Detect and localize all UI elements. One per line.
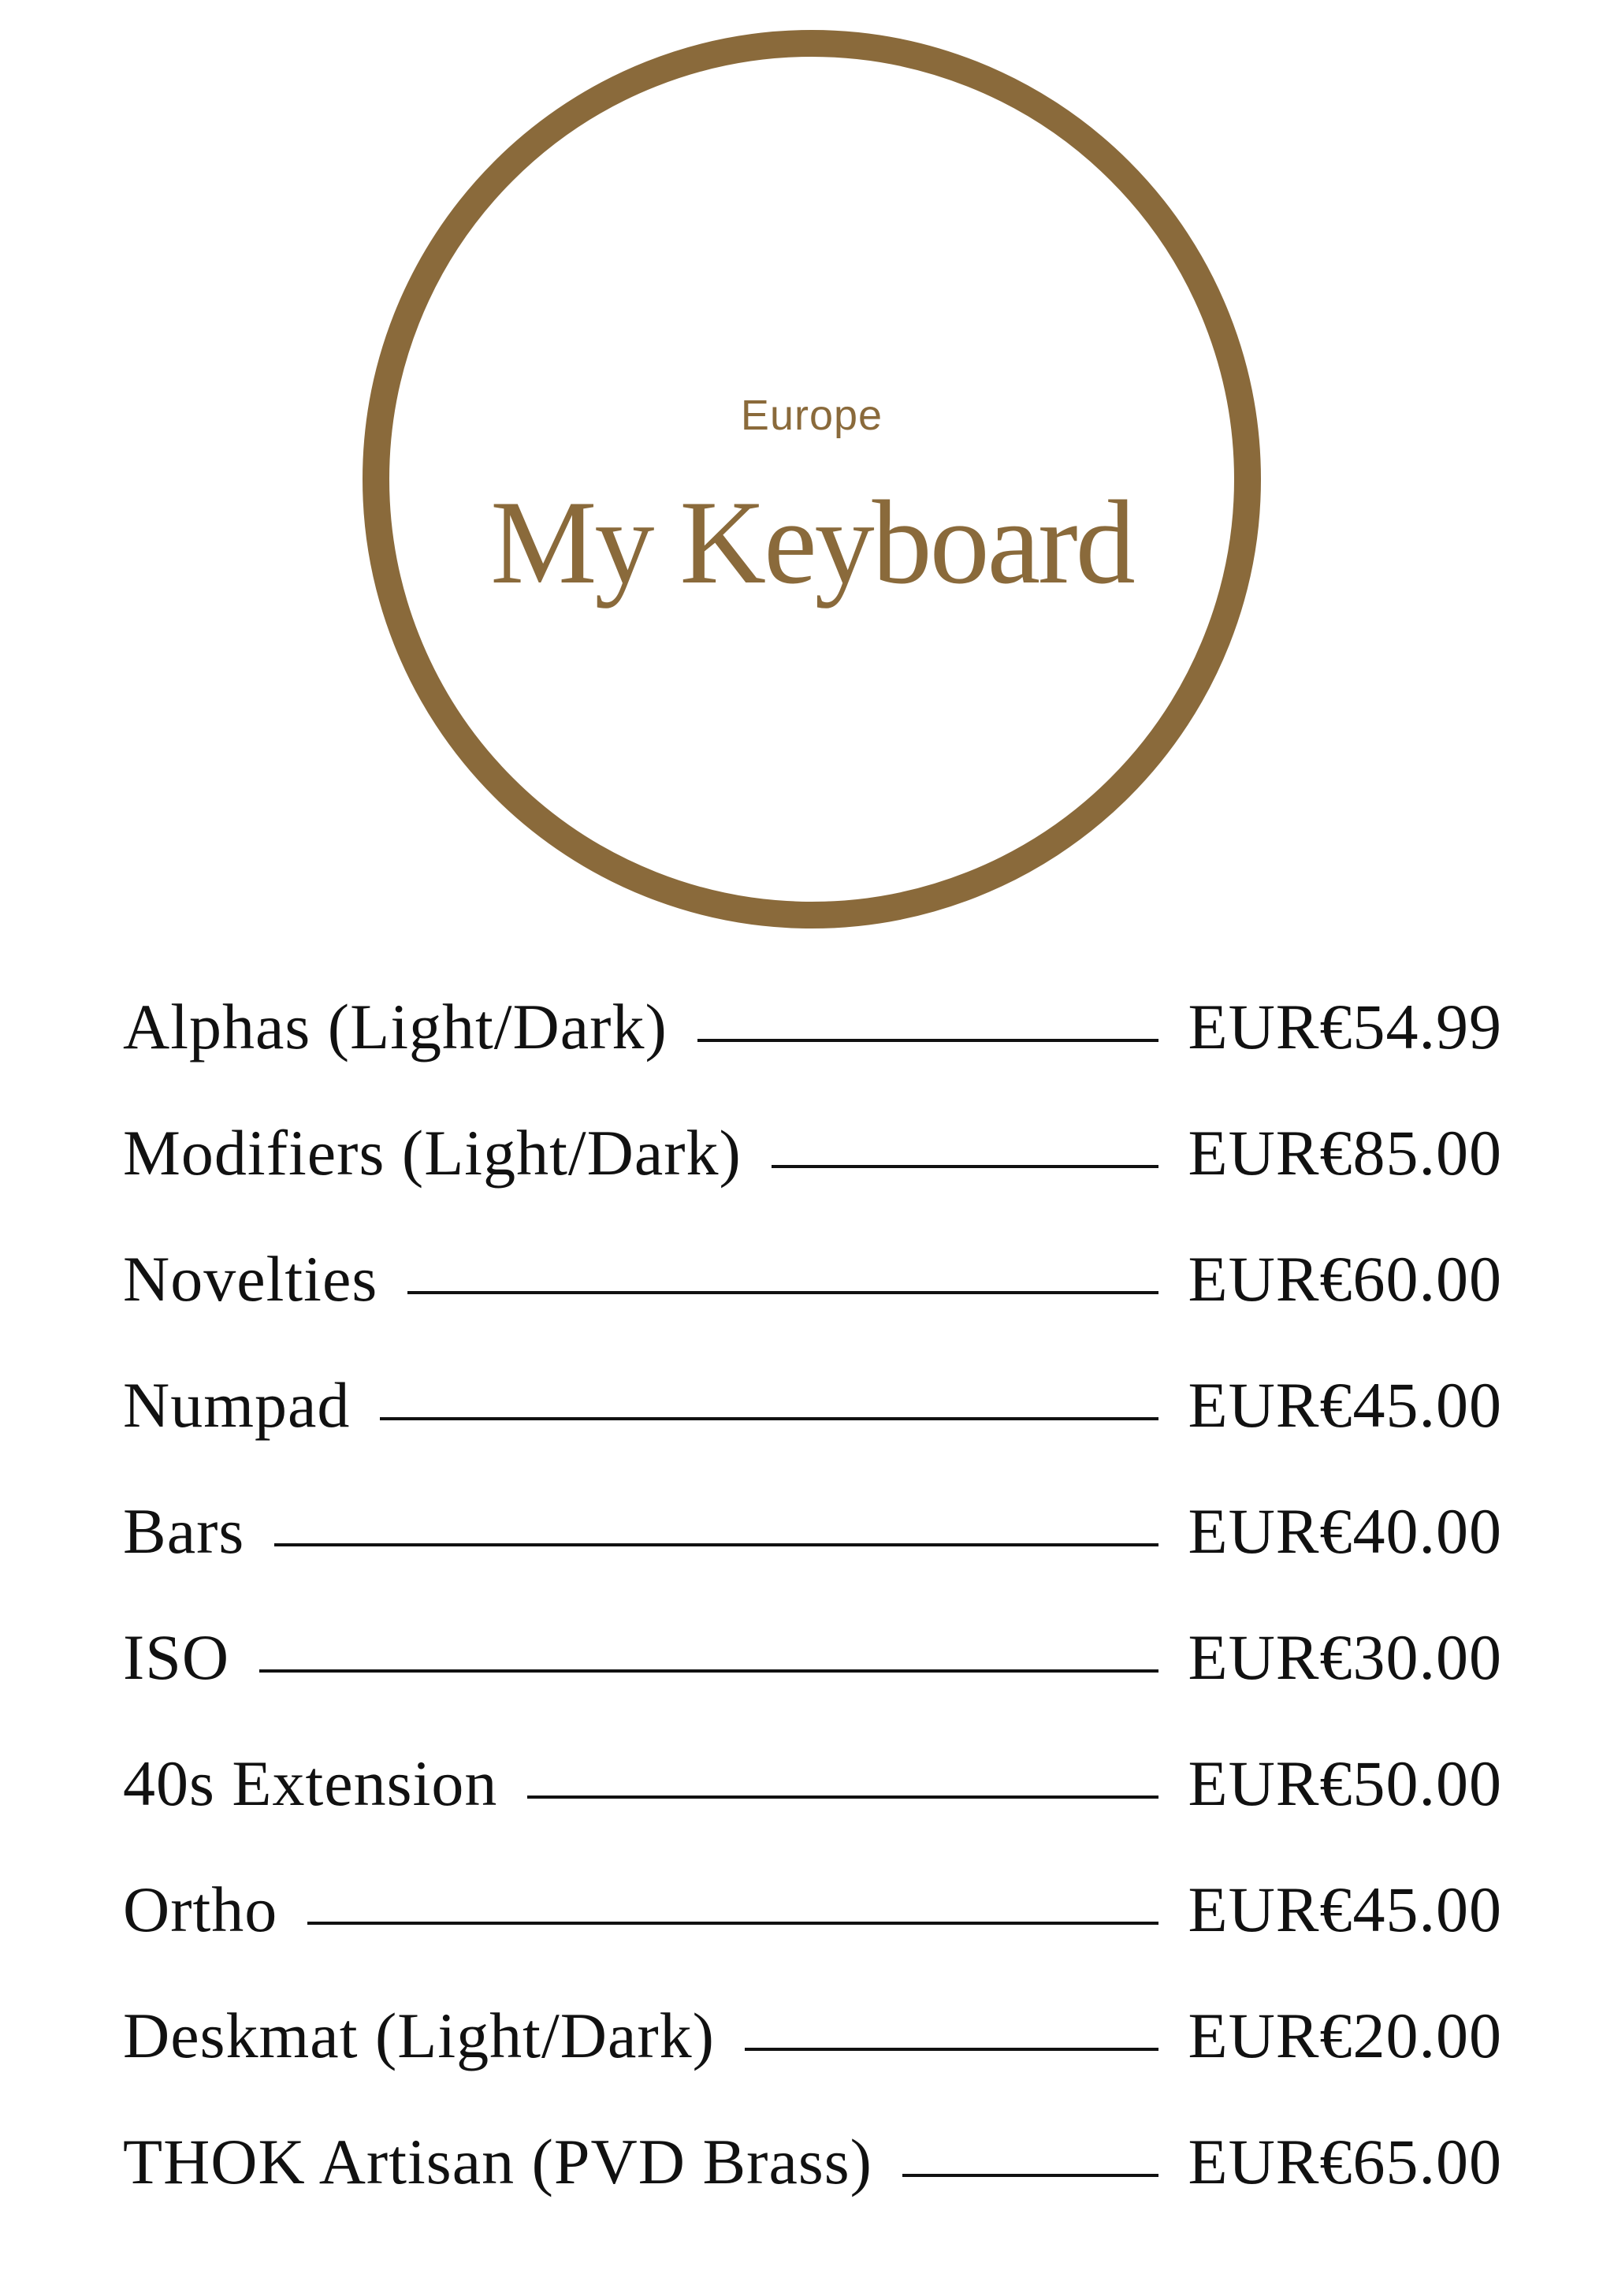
- leader-line: [407, 1291, 1158, 1294]
- item-name: 40s Extension: [123, 1747, 498, 1819]
- item-name: Numpad: [123, 1369, 351, 1441]
- price-row-alphas: [123, 991, 1502, 1121]
- logo-badge: [363, 30, 1261, 928]
- price-row-novelties: [123, 1243, 1502, 1373]
- item-price: EUR€20.00: [1188, 2000, 1502, 2071]
- price-row-iso: [123, 1621, 1502, 1751]
- region-label: Europe: [740, 392, 883, 439]
- leader-line: [307, 1922, 1158, 1925]
- brand-title: My Keyboard: [490, 476, 1133, 608]
- item-price: EUR€85.00: [1188, 1117, 1502, 1189]
- price-row-ortho: [123, 1874, 1502, 2004]
- price-row-deskmat: [123, 2000, 1502, 2130]
- leader-line: [259, 1669, 1158, 1673]
- price-row-modifiers: [123, 1117, 1502, 1247]
- leader-line: [745, 2048, 1158, 2051]
- price-row-thok-artisan: [123, 2126, 1502, 2256]
- leader-line: [274, 1543, 1158, 1546]
- item-price: EUR€30.00: [1188, 1621, 1502, 1693]
- item-price: EUR€54.99: [1188, 991, 1502, 1062]
- item-name: Alphas (Light/Dark): [123, 991, 668, 1062]
- item-price: EUR€40.00: [1188, 1495, 1502, 1567]
- item-price: EUR€45.00: [1188, 1874, 1502, 1945]
- item-name: THOK Artisan (PVD Brass): [123, 2126, 872, 2197]
- leader-line: [902, 2174, 1158, 2177]
- item-name: Novelties: [123, 1243, 378, 1315]
- item-price: EUR€45.00: [1188, 1369, 1502, 1441]
- item-name: Modifiers (Light/Dark): [123, 1117, 742, 1189]
- item-price: EUR€60.00: [1188, 1243, 1502, 1315]
- item-name: Deskmat (Light/Dark): [123, 2000, 715, 2071]
- leader-line: [697, 1039, 1158, 1042]
- item-name: ISO: [123, 1621, 230, 1693]
- price-row-40s-extension: [123, 1747, 1502, 1877]
- item-name: Ortho: [123, 1874, 278, 1945]
- item-price: EUR€50.00: [1188, 1747, 1502, 1819]
- price-list: [123, 991, 1502, 2256]
- leader-line: [380, 1417, 1158, 1420]
- leader-line: [772, 1165, 1158, 1168]
- price-row-numpad: [123, 1369, 1502, 1499]
- item-price: EUR€65.00: [1188, 2126, 1502, 2197]
- leader-line: [527, 1795, 1158, 1799]
- item-name: Bars: [123, 1495, 245, 1567]
- price-row-bars: [123, 1495, 1502, 1625]
